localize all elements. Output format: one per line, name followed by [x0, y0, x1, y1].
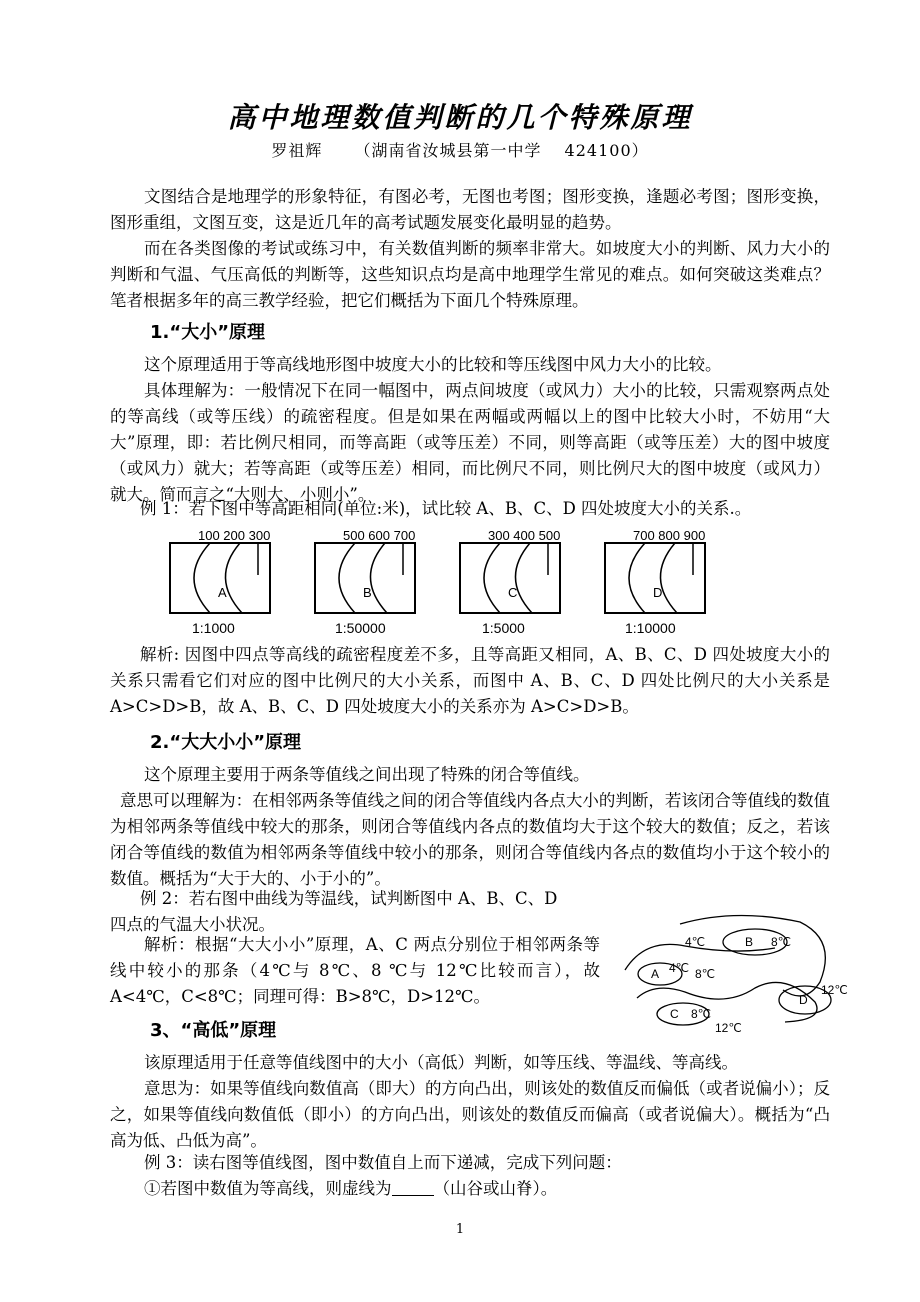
scale-b: 1:50000: [335, 620, 386, 636]
intro-paragraph-2: 而在各类图像的考试或练习中，有关数值判断的频率非常大。如坡度大小的判断、风力大小的判断和气温、气压高低的判断等，这些知识点均是高中地理学生常见的难点。如何突破这类难点？笔者根据多年的高三教学经验，把它们概括为下面几个特殊原理。: [110, 239, 830, 310]
example-2-line-1: 例 2：若右图中曲线为等温线，试判断图中 A、B、C、D: [140, 889, 558, 908]
contour-panel-c: [460, 528, 560, 636]
contour-panel-a: [170, 528, 270, 636]
isotherm-label-8c-b: 8℃: [771, 935, 792, 949]
contour-labels-c: 300 400 500: [488, 528, 561, 543]
analysis-2: 解析：根据“大大小小”原理，A、C 两点分别位于相邻两条等线中较小的那条（4℃与 8℃、8 ℃与 12℃比较而言），故 A<4℃，C<8℃；同理可得：B>8℃，D>12℃。: [110, 935, 600, 1006]
point-a: A: [651, 967, 660, 981]
point-c-label: C: [508, 585, 518, 600]
scale-a: 1:1000: [192, 620, 235, 636]
example-2-line-2: 四点的气温大小状况。: [110, 915, 275, 934]
contour-labels-d: 700 800 900: [633, 528, 706, 543]
point-d: D: [799, 993, 808, 1007]
isotherm-label-4c-a: 4℃: [669, 961, 690, 975]
point-b: B: [745, 935, 754, 949]
section-2-heading: 2.“大大小小”原理: [150, 732, 302, 753]
question-1-prefix: ①若图中数值为等高线，则虚线为: [144, 1179, 392, 1198]
section-3-paragraph-2: 意思为：如果等值线向数值高（即大）的方向凸出，则该处的数值反而偏低（或者说偏小）；反之，如果等值线向数值低（即小）的方向凸出，则该处的数值反而偏高（或者说偏大）。概括为“凸高为低、凸低为高”。: [110, 1079, 830, 1150]
section-2-paragraph-1: 这个原理主要用于两条等值线之间出现了特殊的闭合等值线。: [144, 765, 590, 784]
question-1-suffix: （山谷或山脊）。: [433, 1179, 558, 1198]
page-title: 高中地理数值判断的几个特殊原理: [227, 101, 693, 134]
author-affiliation: （湖南省汝城县第一中学 424100）: [354, 141, 649, 160]
scale-d: 1:10000: [625, 620, 676, 636]
author-line: [0, 138, 920, 161]
point-d-label: D: [653, 585, 663, 600]
intro-paragraph-1: 文图结合是地理学的形象特征，有图必考，无图也考图；图形变换，逢题必考图；图形变换，图形重组，文图互变，这是近几年的高考试题发展变化最明显的趋势。: [110, 187, 830, 232]
author-name: 罗祖辉: [271, 141, 323, 160]
contour-panel-b: [315, 528, 415, 636]
section-3-heading: 3、“高低”原理: [150, 1020, 277, 1041]
contour-labels-b: 500 600 700: [343, 528, 416, 543]
point-b-label: B: [363, 585, 372, 600]
isotherm-figure: [615, 910, 848, 1035]
example-3: 例 3：读右图等值线图，图中数值自上而下递减，完成下列问题：: [144, 1153, 622, 1172]
section-3-paragraph-1: 该原理适用于任意等值线图中的大小（高低）判断，如等压线、等温线、等高线。: [144, 1053, 738, 1072]
section-2-paragraph-2: 意思可以理解为：在相邻两条等值线之间的闭合等值线内各点大小的判断，若该闭合等值线的数值为相邻两条等值线中较大的那条，则闭合等值线内各点的数值均大于这个较大的数值；反之，若该闭合等值线的数值为相邻两条等值线中较小的那条，则闭合等值线内各点的数值均小于这个较小的数值。概括为“大于大的、小于小的”。: [110, 791, 830, 888]
scale-c: 1:5000: [482, 620, 525, 636]
point-c: C: [670, 1007, 679, 1021]
section-1-paragraph-1: 这个原理适用于等高线地形图中坡度大小的比较和等压线图中风力大小的比较。: [144, 355, 722, 374]
isotherm-label-4c-top: 4℃: [685, 935, 706, 949]
answer-blank: [392, 1179, 434, 1196]
isotherm-label-8c-c: 8℃: [691, 1007, 712, 1021]
contour-maps-figure: [160, 525, 740, 640]
isotherm-label-8c-mid: 8℃: [695, 967, 716, 981]
contour-labels-a: 100 200 300: [198, 528, 271, 543]
analysis-1: 解析: 因图中四点等高线的疏密程度差不多，且等高距又相同，A、B、C、D 四处坡度大小的关系只需看它们对应的图中比例尺的大小关系，而图中 A、B、C、D 四处比例尺的大小关系是 A>C>D>B，故 A、B、C、D 四处坡度大小的关系亦为 A>C>D>B。: [110, 645, 830, 716]
isotherm-label-12c-d: 12℃: [821, 983, 848, 997]
section-1-heading: 1.“大小”原理: [150, 322, 266, 343]
page-number: 1: [455, 1222, 465, 1237]
contour-panel-d: [605, 528, 705, 636]
example-1: 例 1：若下图中等高距相同(单位:米)，试比较 A、B、C、D 四处坡度大小的关系.。: [140, 499, 752, 518]
question-1: [110, 1176, 830, 1202]
section-1-paragraph-2: 具体理解为：一般情况下在同一幅图中，两点间坡度（或风力）大小的比较，只需观察两点处的等高线（或等压线）的疏密程度。但是如果在两幅或两幅以上的图中比较大小时，不妨用“大大”原理，即：若比例尺相同，而等高距（或等压差）不同，则等高距（或等压差）大的图中坡度（或风力）就大；若等高距（或等压差）相同，而比例尺不同，则比例尺大的图中坡度（或风力）就大。简而言之“大则大、小则小”。: [110, 381, 830, 504]
point-a-label: A: [218, 585, 227, 600]
isotherm-label-12c-bottom: 12℃: [715, 1021, 742, 1035]
